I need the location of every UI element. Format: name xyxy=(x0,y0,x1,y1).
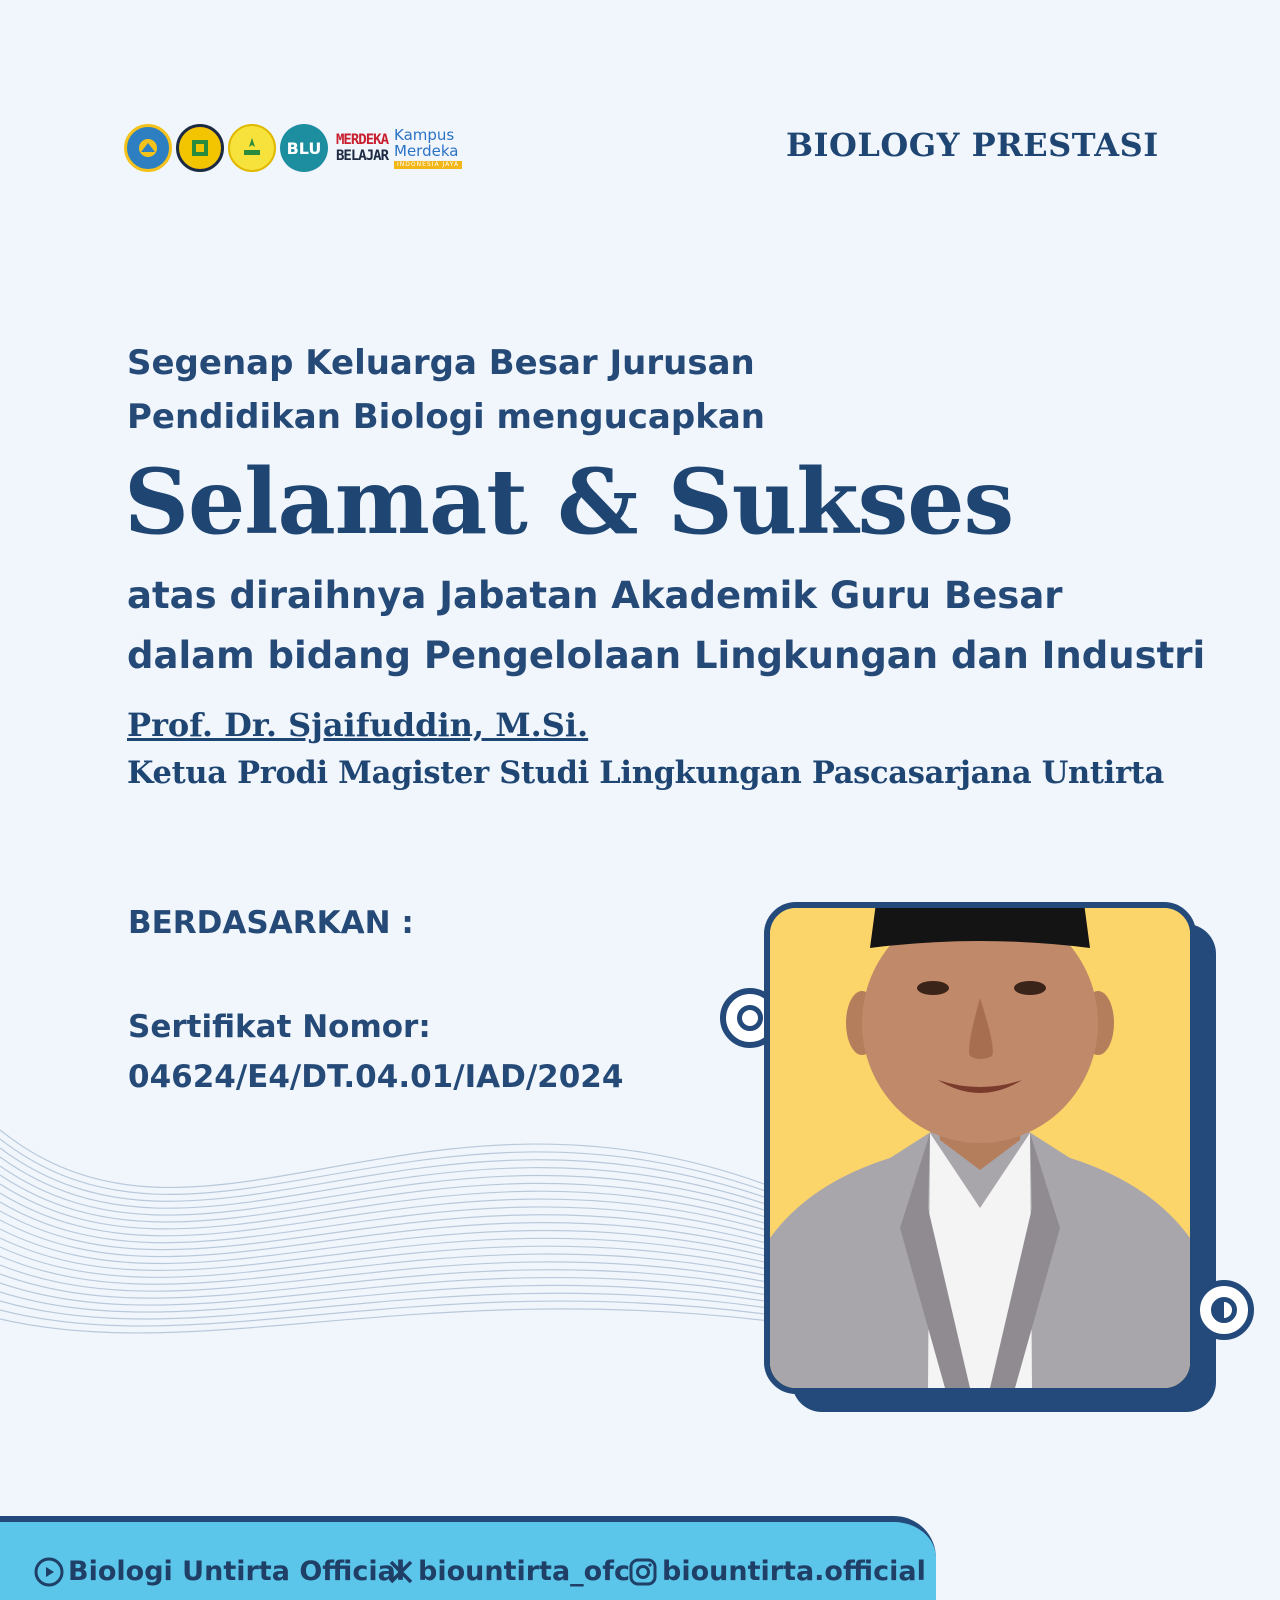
merdeka-belajar-logo: MERDEKA BELAJAR xyxy=(336,132,389,164)
achievement-line: atas diraihnya Jabatan Akademik Guru Besar xyxy=(127,574,1063,617)
untirta-logo xyxy=(176,124,224,172)
youtube-icon xyxy=(34,1557,64,1587)
wave-line xyxy=(0,1229,780,1263)
intro-line: Pendidikan Biologi mengucapkan xyxy=(127,397,765,437)
x-link[interactable] xyxy=(388,1556,630,1587)
instagram-icon xyxy=(628,1557,658,1587)
basis-label: BERDASARKAN : xyxy=(128,905,414,941)
intro-text xyxy=(127,336,765,444)
certificate-info xyxy=(128,1002,623,1102)
wave-lines-decoration xyxy=(0,1090,780,1490)
x-label: biountirta_ofc xyxy=(418,1556,630,1587)
ring-decoration-right xyxy=(1194,1280,1254,1340)
portrait-photo xyxy=(764,902,1196,1394)
youtube-link[interactable] xyxy=(34,1556,405,1587)
wave-line xyxy=(0,1262,780,1291)
youtube-label: Biologi Untirta Official xyxy=(68,1556,406,1587)
brand-title: BIOLOGY PRESTASI xyxy=(786,126,1159,164)
person-name: Prof. Dr. Sjaifuddin, M.Si. xyxy=(127,706,589,744)
person-role: Ketua Prodi Magister Studi Lingkungan Pascasarjana Untirta xyxy=(127,755,1164,791)
headline: Selamat & Sukses xyxy=(124,449,1014,555)
instagram-label: biountirta.official xyxy=(662,1556,926,1587)
wave-line xyxy=(0,1193,780,1236)
certificate-number: 04624/E4/DT.04.01/IAD/2024 xyxy=(128,1059,624,1095)
kampus-merdeka-logo: Kampus Merdeka INDONESIA JAYA xyxy=(394,127,462,169)
certificate-label: Sertifikat Nomor: xyxy=(128,1009,431,1045)
wave-line xyxy=(0,1309,780,1333)
instagram-link[interactable] xyxy=(628,1556,926,1587)
x-icon xyxy=(388,1559,414,1585)
intro-line: Segenap Keluarga Besar Jurusan xyxy=(127,343,755,383)
wave-line xyxy=(0,1130,780,1190)
blu-logo: BLU xyxy=(280,124,328,172)
achievement-line: dalam bidang Pengelolaan Lingkungan dan Industri xyxy=(127,634,1206,677)
portrait-illustration xyxy=(770,908,1190,1388)
kemdikbud-logo xyxy=(124,124,172,172)
achievement-text xyxy=(127,566,1205,686)
partner-logos xyxy=(124,120,462,176)
social-footer xyxy=(0,1516,936,1600)
fkip-logo xyxy=(228,124,276,172)
